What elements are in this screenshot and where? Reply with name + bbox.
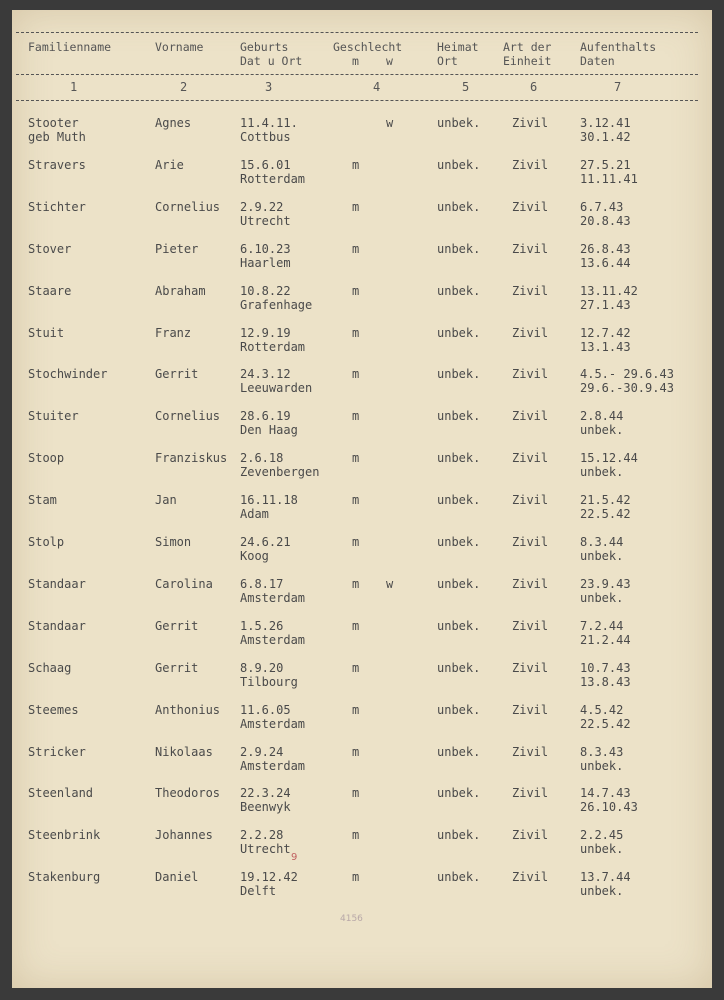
table-row: [0, 745, 724, 785]
header-einheit: Einheit: [503, 54, 552, 68]
geburtsort: Rotterdam: [240, 171, 306, 186]
vorname: Jan: [155, 493, 177, 508]
table-row: [0, 284, 724, 324]
table-row: [0, 451, 724, 491]
geburtsort: Zevenbergen: [240, 465, 320, 480]
geschlecht-m: m: [352, 367, 360, 382]
familienname: Stolp: [28, 535, 65, 549]
geburtsort: Den Haag: [240, 423, 298, 438]
geburtsort: Amsterdam: [240, 590, 306, 605]
header-aufenthalts: Aufenthalts: [580, 40, 657, 54]
column-number-3: 3: [265, 80, 273, 94]
familienname: Schaag: [28, 660, 72, 675]
table-row: [0, 116, 724, 156]
header-w: w: [386, 54, 393, 68]
einheit: Zivil: [512, 409, 549, 424]
einheit: Zivil: [512, 325, 549, 340]
geburtsdatum: 15.6.01: [240, 157, 291, 172]
geburtsdatum: 16.11.18: [240, 493, 298, 508]
aufenthalt-von: 10.7.43: [580, 660, 631, 675]
aufenthalt-von: 26.8.43: [580, 241, 631, 256]
vorname: Anthonius: [155, 702, 221, 717]
geschlecht-m: m: [352, 325, 360, 340]
geburtsort: Utrecht: [240, 842, 291, 857]
heimatort: unbek.: [437, 367, 481, 382]
geschlecht-m: m: [352, 660, 360, 675]
geschlecht-m: m: [352, 241, 360, 256]
einheit: Zivil: [512, 116, 549, 130]
geburtsort: Beenwyk: [240, 800, 291, 815]
familienname: Stochwinder: [28, 367, 108, 382]
aufenthalt-bis: 13.8.43: [580, 674, 631, 689]
heimatort: unbek.: [437, 241, 481, 256]
vorname: Gerrit: [155, 367, 199, 382]
geschlecht-m: m: [352, 157, 360, 172]
aufenthalt-bis: unbek.: [580, 465, 624, 480]
geburtsdatum: 10.8.22: [240, 283, 291, 298]
familienname: Stakenburg: [28, 870, 101, 885]
familienname: Steenland: [28, 786, 94, 801]
geburtsdatum: 19.12.42: [240, 870, 298, 885]
geburtsdatum: 22.3.24: [240, 786, 291, 801]
header-ort: Ort: [437, 54, 458, 68]
vorname: Franziskus: [155, 451, 228, 466]
geburtsdatum: 11.4.11.: [240, 116, 298, 130]
familienname: Stover: [28, 241, 72, 256]
geburtsdatum: 6.8.17: [240, 576, 284, 591]
einheit: Zivil: [512, 660, 549, 675]
aufenthalt-bis: unbek.: [580, 884, 624, 899]
einheit: Zivil: [512, 744, 549, 759]
geburtsdatum: 8.9.20: [240, 660, 284, 675]
aufenthalt-von: 13.7.44: [580, 870, 631, 885]
geschlecht-m: m: [352, 870, 360, 885]
einheit: Zivil: [512, 576, 549, 591]
geburtsdatum: 2.6.18: [240, 451, 284, 466]
heimatort: unbek.: [437, 199, 481, 214]
einheit: Zivil: [512, 199, 549, 214]
einheit: Zivil: [512, 283, 549, 298]
heimatort: unbek.: [437, 116, 481, 130]
einheit: Zivil: [512, 157, 549, 172]
header-dat-ort: Dat u Ort: [240, 54, 303, 68]
geburtsort: Amsterdam: [240, 632, 306, 647]
familienname: Steemes: [28, 702, 79, 717]
table-row: [0, 828, 724, 868]
top-rule: [16, 32, 698, 33]
aufenthalt-bis: 22.5.42: [580, 716, 631, 731]
heimatort: unbek.: [437, 786, 481, 801]
heimatort: unbek.: [437, 744, 481, 759]
column-number-1: 1: [70, 80, 78, 94]
einheit: Zivil: [512, 367, 549, 382]
aufenthalt-von: 23.9.43: [580, 576, 631, 591]
einheit: Zivil: [512, 702, 549, 717]
aufenthalt-von: 12.7.42: [580, 325, 631, 340]
aufenthalt-bis: unbek.: [580, 549, 624, 563]
vorname: Carolina: [155, 576, 213, 591]
familienname: Stooter: [28, 116, 79, 130]
heimatort: unbek.: [437, 451, 481, 466]
geburtsort: Grafenhage: [240, 297, 313, 312]
table-row: [0, 786, 724, 826]
heimatort: unbek.: [437, 535, 481, 549]
aufenthalt-bis: unbek.: [580, 842, 624, 857]
geburtsort: Amsterdam: [240, 758, 306, 773]
familienname: Stravers: [28, 157, 86, 172]
einheit: Zivil: [512, 870, 549, 885]
familienname: Standaar: [28, 576, 86, 591]
geburtsdatum: 2.9.24: [240, 744, 284, 759]
heimatort: unbek.: [437, 576, 481, 591]
geschlecht-m: m: [352, 409, 360, 424]
vorname: Theodoros: [155, 786, 221, 801]
familienname: Standaar: [28, 618, 86, 633]
table-row: [0, 409, 724, 449]
header-daten: Daten: [580, 54, 615, 68]
table-row: [0, 242, 724, 282]
aufenthalt-von: 6.7.43: [580, 199, 624, 214]
heimatort: unbek.: [437, 618, 481, 633]
vorname: Agnes: [155, 116, 192, 130]
numbers-rule: [16, 100, 698, 101]
heimatort: unbek.: [437, 493, 481, 508]
aufenthalt-bis: unbek.: [580, 590, 624, 605]
heimatort: unbek.: [437, 283, 481, 298]
aufenthalt-von: 27.5.21: [580, 157, 631, 172]
familienname: Stoop: [28, 451, 65, 466]
familienname: Stricker: [28, 744, 86, 759]
table-row: [0, 326, 724, 366]
geburtsdatum: 2.9.22: [240, 199, 284, 214]
aufenthalt-bis: 20.8.43: [580, 213, 631, 228]
familienname: Stuit: [28, 325, 65, 340]
aufenthalt-bis: unbek.: [580, 423, 624, 438]
geschlecht-m: m: [352, 576, 360, 591]
aufenthalt-von: 13.11.42: [580, 283, 638, 298]
einheit: Zivil: [512, 493, 549, 508]
header-m: m: [352, 54, 359, 68]
geschlecht-m: m: [352, 702, 360, 717]
aufenthalt-bis: 21.2.44: [580, 632, 631, 647]
einheit: Zivil: [512, 241, 549, 256]
pencil-note: 4156: [340, 914, 363, 924]
vorname: Johannes: [155, 828, 213, 843]
header-heimat: Heimat: [437, 40, 479, 54]
aufenthalt-von: 4.5.- 29.6.43: [580, 367, 674, 382]
aufenthalt-bis: 26.10.43: [580, 800, 638, 815]
geburtsdatum: 28.6.19: [240, 409, 291, 424]
aufenthalt-von: 21.5.42: [580, 493, 631, 508]
column-number-7: 7: [614, 80, 622, 94]
geschlecht-m: m: [352, 451, 360, 466]
aufenthalt-von: 15.12.44: [580, 451, 638, 466]
vorname: Pieter: [155, 241, 199, 256]
header-rule: [16, 74, 698, 75]
heimatort: unbek.: [437, 325, 481, 340]
geburtsdatum: 1.5.26: [240, 618, 284, 633]
einheit: Zivil: [512, 786, 549, 801]
column-number-2: 2: [180, 80, 188, 94]
aufenthalt-von: 4.5.42: [580, 702, 624, 717]
aufenthalt-von: 2.8.44: [580, 409, 624, 424]
geburtsdatum: 24.6.21: [240, 535, 291, 549]
familienname: Stichter: [28, 199, 86, 214]
vorname: Franz: [155, 325, 192, 340]
aufenthalt-bis: 11.11.41: [580, 171, 638, 186]
einheit: Zivil: [512, 451, 549, 466]
table-row: [0, 577, 724, 617]
familienname-line2: geb Muth: [28, 130, 86, 144]
einheit: Zivil: [512, 828, 549, 843]
heimatort: unbek.: [437, 828, 481, 843]
vorname: Nikolaas: [155, 744, 213, 759]
heimatort: unbek.: [437, 702, 481, 717]
red-annotation: 9: [291, 852, 298, 863]
table-row: [0, 703, 724, 743]
aufenthalt-bis: unbek.: [580, 758, 624, 773]
vorname: Abraham: [155, 283, 206, 298]
geburtsdatum: 11.6.05: [240, 702, 291, 717]
table-row: [0, 870, 724, 910]
aufenthalt-bis: 29.6.-30.9.43: [580, 381, 674, 396]
geschlecht-m: m: [352, 618, 360, 633]
table-row: [0, 367, 724, 407]
aufenthalt-von: 8.3.43: [580, 744, 624, 759]
column-number-6: 6: [530, 80, 538, 94]
table-row: [0, 493, 724, 533]
geschlecht-m: m: [352, 828, 360, 843]
geschlecht-w: w: [386, 576, 394, 591]
header-familienname: Familienname: [28, 40, 112, 54]
vorname: Arie: [155, 157, 184, 172]
vorname: Simon: [155, 535, 192, 549]
geschlecht-m: m: [352, 199, 360, 214]
header-vorname: Vorname: [155, 40, 204, 54]
geschlecht-m: m: [352, 493, 360, 508]
column-number-5: 5: [462, 80, 470, 94]
aufenthalt-von: 2.2.45: [580, 828, 624, 843]
vorname: Gerrit: [155, 660, 199, 675]
geschlecht-m: m: [352, 744, 360, 759]
geschlecht-m: m: [352, 535, 360, 549]
heimatort: unbek.: [437, 870, 481, 885]
familienname: Stam: [28, 493, 57, 508]
aufenthalt-bis: 13.1.43: [580, 339, 631, 354]
geburtsort: Tilbourg: [240, 674, 298, 689]
table-row: [0, 200, 724, 240]
heimatort: unbek.: [437, 409, 481, 424]
geburtsdatum: 24.3.12: [240, 367, 291, 382]
geburtsort: Cottbus: [240, 130, 291, 144]
table-row: [0, 661, 724, 701]
aufenthalt-von: 7.2.44: [580, 618, 624, 633]
geschlecht-m: m: [352, 786, 360, 801]
einheit: Zivil: [512, 618, 549, 633]
familienname: Staare: [28, 283, 72, 298]
aufenthalt-von: 8.3.44: [580, 535, 624, 549]
geschlecht-m: m: [352, 283, 360, 298]
einheit: Zivil: [512, 535, 549, 549]
heimatort: unbek.: [437, 660, 481, 675]
geburtsort: Amsterdam: [240, 716, 306, 731]
geburtsort: Leeuwarden: [240, 381, 313, 396]
vorname: Cornelius: [155, 199, 221, 214]
table-row: [0, 535, 724, 575]
column-number-4: 4: [373, 80, 381, 94]
geburtsort: Rotterdam: [240, 339, 306, 354]
geburtsort: Delft: [240, 884, 277, 899]
aufenthalt-bis: 30.1.42: [580, 130, 631, 144]
aufenthalt-von: 14.7.43: [580, 786, 631, 801]
geburtsdatum: 12.9.19: [240, 325, 291, 340]
table-row: [0, 619, 724, 659]
geburtsort: Utrecht: [240, 213, 291, 228]
geburtsdatum: 2.2.28: [240, 828, 284, 843]
header-art-der: Art der: [503, 40, 552, 54]
header-geschlecht: Geschlecht: [333, 40, 403, 54]
vorname: Cornelius: [155, 409, 221, 424]
aufenthalt-von: 3.12.41: [580, 116, 631, 130]
familienname: Stuiter: [28, 409, 79, 424]
aufenthalt-bis: 27.1.43: [580, 297, 631, 312]
header-geburts: Geburts: [240, 40, 289, 54]
vorname: Gerrit: [155, 618, 199, 633]
geburtsort: Adam: [240, 507, 269, 522]
geburtsort: Haarlem: [240, 255, 291, 270]
geschlecht-w: w: [386, 116, 394, 130]
geburtsdatum: 6.10.23: [240, 241, 291, 256]
heimatort: unbek.: [437, 157, 481, 172]
aufenthalt-bis: 13.6.44: [580, 255, 631, 270]
aufenthalt-bis: 22.5.42: [580, 507, 631, 522]
vorname: Daniel: [155, 870, 199, 885]
table-row: [0, 158, 724, 198]
geburtsort: Koog: [240, 549, 269, 563]
familienname: Steenbrink: [28, 828, 101, 843]
